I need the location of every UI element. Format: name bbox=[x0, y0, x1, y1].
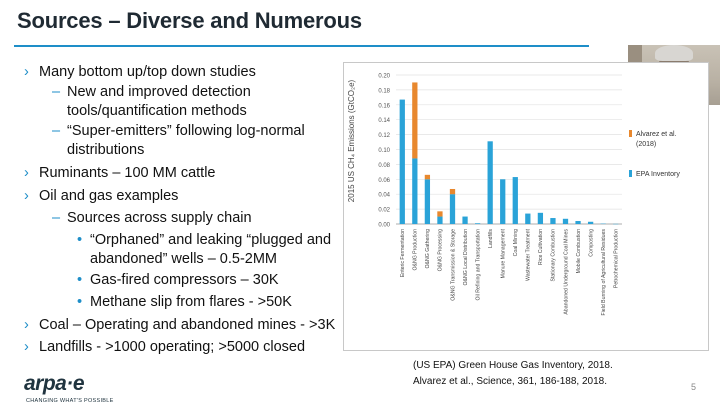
chart-x-tick-label: Manure Management bbox=[500, 229, 507, 279]
emissions-chart-panel bbox=[343, 62, 709, 351]
citation-alvarez: Alvarez et al., Science, 361, 186-188, 2018. bbox=[413, 376, 608, 387]
chart-x-tick-label: Enteric Fermentation bbox=[400, 229, 407, 278]
bullet-text: “Orphaned” and leaking “plugged and bbox=[90, 232, 332, 248]
chart-x-tick-label: Petrochemical Production bbox=[613, 229, 620, 289]
chart-y-tick-label: 0.20 bbox=[378, 73, 390, 80]
chart-x-tick-label: Wastewater Treatment bbox=[525, 229, 532, 281]
chart-y-tick-label: 0.06 bbox=[378, 177, 390, 184]
bullet-marker: – bbox=[52, 84, 61, 100]
chart-bar-segment bbox=[525, 214, 530, 224]
chart-y-tick-label: 0.18 bbox=[378, 88, 390, 95]
chart-y-axis-label: 2015 US CH₄ Emissions (GtCO₂e) bbox=[347, 79, 356, 203]
chart-y-tick-label: 0.04 bbox=[378, 192, 390, 199]
bullet-marker: › bbox=[24, 165, 29, 181]
chart-x-tick-label: Mobile Combustion bbox=[575, 229, 582, 274]
bullet-text: Gas-fired compressors – 30K bbox=[90, 272, 279, 288]
chart-x-tick-label: Landfills bbox=[487, 229, 494, 249]
chart-legend-label: Alvarez et al. bbox=[636, 131, 677, 138]
chart-x-tick-label: Coal Mining bbox=[513, 229, 520, 257]
chart-x-tick-label: Oil Refining and Transportation bbox=[475, 229, 482, 301]
chart-bar-segment bbox=[450, 194, 455, 224]
bullet-marker: › bbox=[24, 339, 29, 355]
chart-bar-segment bbox=[588, 222, 593, 224]
bullet-text: Landfills - >1000 operating; >5000 closed bbox=[39, 339, 306, 355]
bullet-text: tools/quantification methods bbox=[67, 103, 247, 119]
chart-x-tick-label: Stationary Combustion bbox=[550, 229, 557, 282]
title-divider bbox=[14, 45, 589, 47]
chart-bar-segment bbox=[425, 175, 430, 179]
bullet-text: “Super-emitters” following log-normal bbox=[67, 123, 305, 139]
arpa-e-logo bbox=[24, 372, 114, 404]
citations bbox=[413, 358, 613, 390]
bullet-text: Coal – Operating and abandoned mines - >3K bbox=[39, 317, 336, 333]
presenter-hair bbox=[655, 45, 693, 61]
bullet-text: distributions bbox=[67, 142, 145, 158]
chart-legend-label: EPA Inventory bbox=[636, 171, 680, 178]
emissions-bar-chart bbox=[344, 63, 708, 350]
bullet-text: Methane slip from flares - >50K bbox=[90, 294, 292, 310]
chart-y-tick-label: 0.08 bbox=[378, 162, 390, 169]
chart-y-tick-label: 0.16 bbox=[378, 103, 390, 110]
chart-legend-swatch bbox=[629, 170, 632, 177]
chart-x-tick-labels bbox=[400, 228, 619, 315]
chart-bar-segment bbox=[575, 221, 580, 224]
chart-bar-segment bbox=[475, 223, 480, 224]
chart-x-tick-label: O&NG Gathering bbox=[425, 229, 432, 269]
citation-epa: (US EPA) Green House Gas Inventory, 2018. bbox=[413, 360, 613, 371]
chart-x-tick-label: Rice Cultivation bbox=[538, 229, 545, 266]
chart-bar-segment bbox=[437, 211, 442, 216]
bullet-marker: › bbox=[24, 188, 29, 204]
chart-y-tick-label: 0.14 bbox=[378, 118, 390, 125]
chart-bar-segment bbox=[500, 179, 505, 224]
chart-y-tick-label: 0.12 bbox=[378, 133, 390, 140]
chart-x-tick-label: Abandoned Underground Coal Mines bbox=[563, 229, 570, 315]
bullet-text: Ruminants – 100 MM cattle bbox=[39, 165, 216, 181]
bullet-marker: – bbox=[52, 123, 61, 139]
bullet-text: Sources across supply chain bbox=[67, 210, 252, 226]
chart-legend bbox=[629, 130, 680, 178]
bullet-marker: – bbox=[52, 210, 61, 226]
bullet-marker: › bbox=[24, 317, 29, 333]
chart-bar-segment bbox=[412, 158, 417, 224]
chart-bar-segment bbox=[563, 219, 568, 224]
bullet-marker: • bbox=[77, 294, 83, 310]
bullet-marker: • bbox=[77, 272, 83, 288]
chart-x-tick-label: O&NG Local Distribution bbox=[462, 229, 469, 286]
slide-title: Sources – Diverse and Numerous bbox=[17, 8, 362, 33]
chart-x-tick-label: O&NG Transmission & Storage bbox=[450, 229, 457, 301]
bullet-text: Oil and gas examples bbox=[39, 188, 179, 204]
chart-bar-segment bbox=[425, 179, 430, 224]
chart-x-tick-label: Field Burning of Agricultural Residues bbox=[600, 229, 607, 316]
chart-bar-segment bbox=[462, 217, 467, 224]
chart-legend-label: (2018) bbox=[636, 141, 657, 148]
chart-bar-segment bbox=[450, 189, 455, 194]
chart-bar-segment bbox=[437, 217, 442, 224]
chart-y-tick-label: 0.10 bbox=[378, 148, 390, 154]
chart-bar-segment bbox=[400, 100, 405, 224]
bullet-text: abandoned” wells – 0.5-2MM bbox=[90, 251, 277, 267]
chart-y-tick-label: 0.02 bbox=[378, 207, 390, 214]
chart-y-tick-labels bbox=[378, 74, 390, 229]
chart-x-tick-label: O&NG Production bbox=[412, 229, 419, 271]
chart-bar-segment bbox=[550, 218, 555, 224]
logo-wordmark: arpa·e bbox=[24, 372, 85, 395]
chart-bar-segment bbox=[412, 82, 417, 158]
bullet-text: New and improved detection bbox=[67, 84, 251, 100]
chart-bar-segment bbox=[513, 177, 518, 224]
chart-bars bbox=[400, 82, 619, 224]
chart-x-tick-label: Composting bbox=[588, 229, 595, 257]
chart-y-tick-label: 0.00 bbox=[378, 222, 390, 229]
chart-x-tick-label: O&NG Processing bbox=[437, 229, 444, 272]
bullet-marker: › bbox=[24, 64, 29, 80]
chart-bar-segment bbox=[538, 213, 543, 224]
bullet-marker: • bbox=[77, 232, 83, 248]
chart-legend-swatch bbox=[629, 130, 632, 137]
page-number: 5 bbox=[691, 382, 697, 392]
bullet-text: Many bottom up/top down studies bbox=[39, 64, 256, 80]
chart-bar-segment bbox=[488, 141, 493, 224]
logo-tagline: CHANGING WHAT'S POSSIBLE bbox=[26, 398, 114, 404]
